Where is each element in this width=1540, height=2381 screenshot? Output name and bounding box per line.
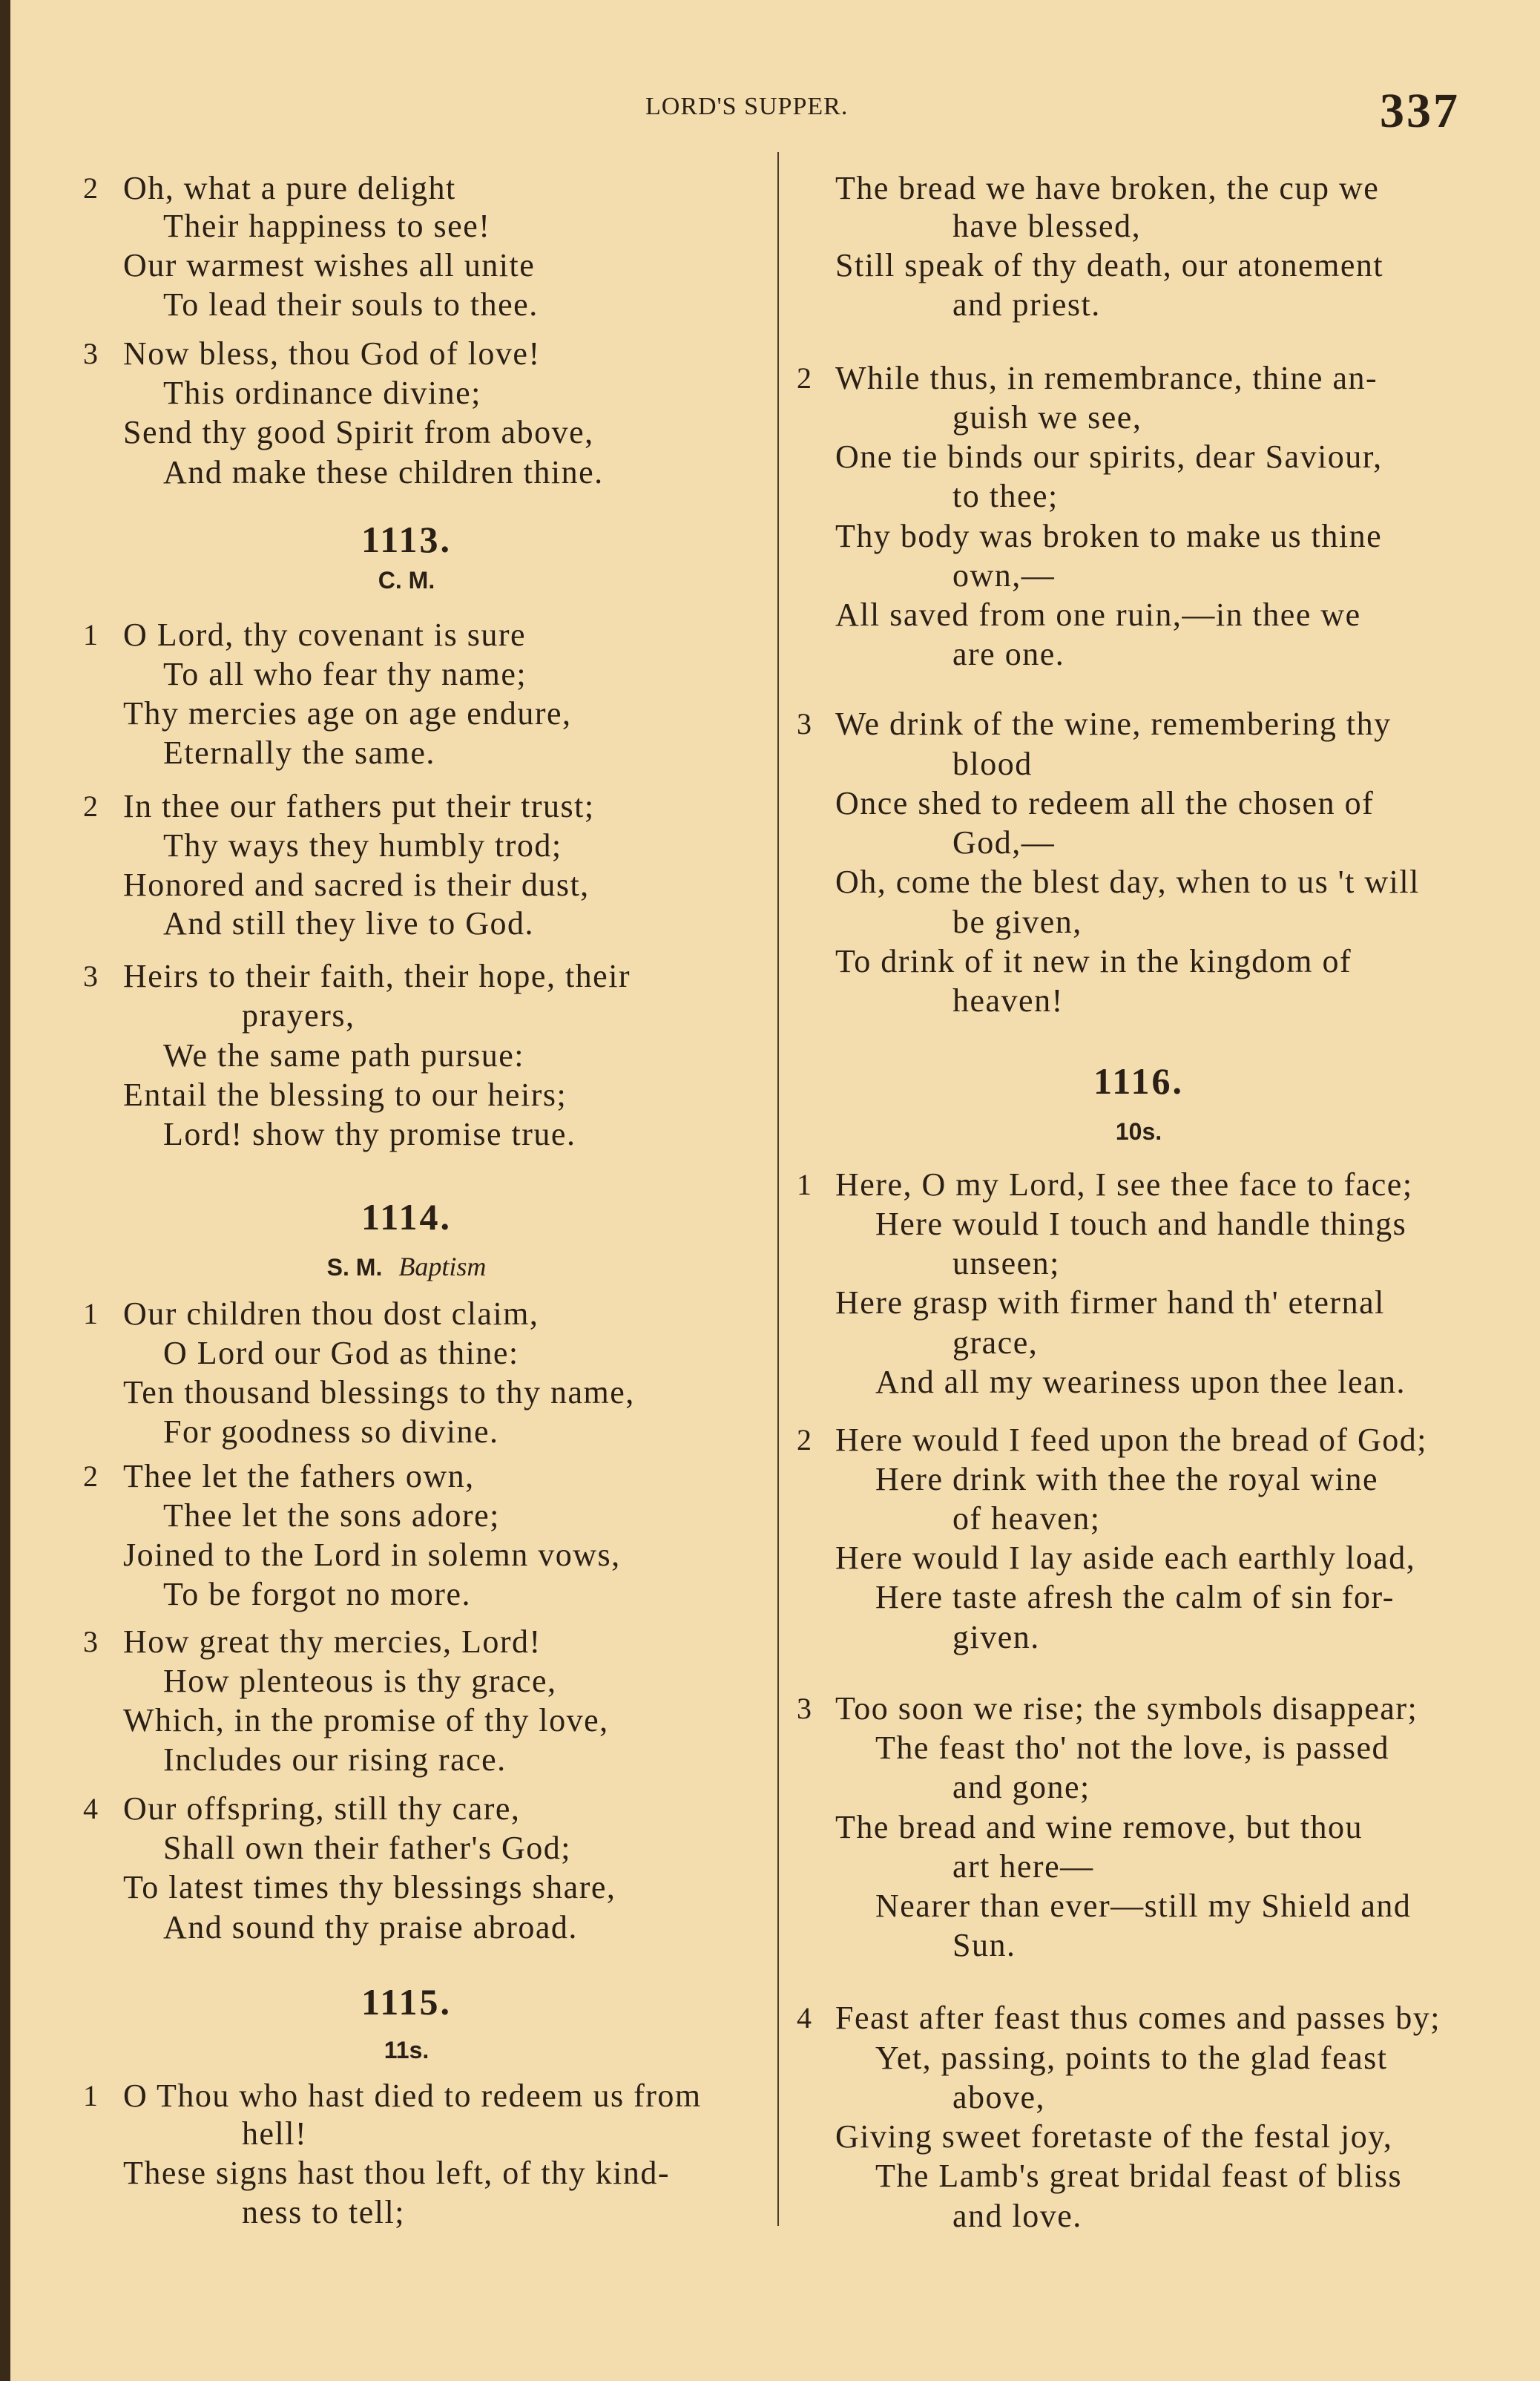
verse-line: And make these children thine. xyxy=(163,454,604,490)
verse-line: Honored and sacred is their dust, xyxy=(123,867,590,903)
verse-line: Feast after feast thus comes and passes by; xyxy=(835,2000,1441,2036)
verse-line: and priest. xyxy=(952,286,1101,323)
verse-line: This ordinance divine; xyxy=(163,375,481,411)
running-title: LORD'S SUPPER. xyxy=(645,93,849,120)
hymn-number: 1113. xyxy=(361,519,452,560)
verse-number: 3 xyxy=(83,1625,98,1658)
verse-line: To be forgot no more. xyxy=(163,1576,471,1612)
hymn-meter xyxy=(327,1250,487,1283)
verse-line: Lord! show thy promise true. xyxy=(163,1116,576,1152)
verse-line: O Lord our God as thine: xyxy=(163,1335,519,1371)
hymn-number: 1115. xyxy=(361,1981,452,2023)
verse-line: While thus, in remembrance, thine an- xyxy=(835,360,1378,396)
verse-line: are one. xyxy=(952,636,1065,672)
hymn-subtitle: Baptism xyxy=(398,1252,487,1281)
verse-line: How great thy mercies, Lord! xyxy=(123,1623,542,1660)
meter-label: S. M. xyxy=(326,1254,383,1281)
verse-line: To latest times thy blessings share, xyxy=(123,1869,616,1905)
verse-number: 1 xyxy=(83,1297,98,1330)
verse-line: The feast tho' not the love, is passed xyxy=(875,1730,1390,1766)
verse-line: And sound thy praise abroad. xyxy=(163,1909,578,1945)
verse-line: Includes our rising race. xyxy=(163,1741,507,1778)
hymn-meter xyxy=(378,564,435,597)
verse-line: To all who fear thy name; xyxy=(163,656,527,692)
verse-line: Here would I lay aside each earthly load, xyxy=(835,1540,1416,1576)
verse-line: The Lamb's great bridal feast of bliss xyxy=(875,2158,1403,2194)
verse-line: One tie binds our spirits, dear Saviour, xyxy=(835,439,1383,475)
meter-label: C. M. xyxy=(378,567,435,594)
verse-line: to thee; xyxy=(952,478,1059,514)
verse-line: ness to tell; xyxy=(242,2194,405,2230)
page-number: 337 xyxy=(1380,84,1460,138)
meter-label: 10s. xyxy=(1115,1118,1162,1145)
verse-line: guish we see, xyxy=(952,399,1142,436)
verse-line: God,— xyxy=(952,824,1056,861)
verse-line: art here— xyxy=(952,1848,1094,1885)
verse-number: 2 xyxy=(83,171,98,205)
hymn-number: 1116. xyxy=(1093,1060,1184,1102)
hymn-number: 1114. xyxy=(361,1196,452,1238)
verse-line: above, xyxy=(952,2079,1046,2115)
verse-line: prayers, xyxy=(242,997,355,1034)
verse-number: 1 xyxy=(797,1168,812,1201)
verse-line: For goodness so divine. xyxy=(163,1413,499,1450)
verse-line: Joined to the Lord in solemn vows, xyxy=(123,1537,621,1573)
verse-line: Thee let the sons adore; xyxy=(163,1497,500,1534)
verse-line: Here would I touch and handle things xyxy=(875,1206,1407,1242)
verse-line: Here, O my Lord, I see thee face to face; xyxy=(835,1166,1413,1203)
verse-line: blood xyxy=(952,746,1033,782)
column-divider xyxy=(777,152,779,2226)
verse-line: Eternally the same. xyxy=(163,735,435,771)
verse-line: and love. xyxy=(952,2198,1082,2234)
verse-line: We drink of the wine, remembering thy xyxy=(835,706,1392,742)
verse-number: 1 xyxy=(83,618,98,651)
verse-line: Here drink with thee the royal wine xyxy=(875,1461,1379,1497)
hymn-meter xyxy=(384,2034,430,2066)
verse-line: have blessed, xyxy=(952,208,1142,244)
verse-line: own,— xyxy=(952,557,1056,594)
verse-number: 3 xyxy=(83,337,98,370)
page-edge-shadow xyxy=(0,0,10,2381)
verse-line: Giving sweet foretaste of the festal joy, xyxy=(835,2118,1393,2155)
verse-line: Shall own their father's God; xyxy=(163,1830,571,1866)
verse-line: All saved from one ruin,—in thee we xyxy=(835,597,1361,633)
verse-line: given. xyxy=(952,1619,1040,1655)
verse-line: To drink of it new in the kingdom of xyxy=(835,943,1352,979)
verse-number: 3 xyxy=(797,1692,812,1725)
verse-line: O Thou who hast died to redeem us from xyxy=(123,2078,702,2114)
verse-line: Send thy good Spirit from above, xyxy=(123,414,594,450)
verse-line: The bread and wine remove, but thou xyxy=(835,1809,1363,1845)
verse-line: Their happiness to see! xyxy=(163,208,491,244)
verse-line: Thy ways they humbly trod; xyxy=(163,827,562,864)
verse-line: Now bless, thou God of love! xyxy=(123,335,541,372)
verse-number: 3 xyxy=(797,707,812,740)
verse-line: The bread we have broken, the cup we xyxy=(835,170,1380,206)
verse-line: Oh, what a pure delight xyxy=(123,170,456,206)
verse-number: 2 xyxy=(797,361,812,395)
verse-line: Nearer than ever—still my Shield and xyxy=(875,1888,1412,1924)
verse-line: Too soon we rise; the symbols disappear; xyxy=(835,1690,1418,1727)
verse-line: Once shed to redeem all the chosen of xyxy=(835,785,1375,821)
verse-line: In thee our fathers put their trust; xyxy=(123,788,595,824)
verse-number: 1 xyxy=(83,2079,98,2112)
verse-line: hell! xyxy=(242,2115,308,2152)
verse-number: 2 xyxy=(797,1423,812,1456)
verse-number: 4 xyxy=(83,1792,98,1825)
verse-number: 2 xyxy=(83,1459,98,1493)
verse-number: 4 xyxy=(797,2001,812,2034)
verse-line: Thee let the fathers own, xyxy=(123,1458,475,1494)
meter-label: 11s. xyxy=(384,2037,430,2063)
verse-line: To lead their souls to thee. xyxy=(163,286,539,323)
verse-line: Entail the blessing to our heirs; xyxy=(123,1077,567,1113)
verse-number: 2 xyxy=(83,789,98,823)
verse-line: Here would I feed upon the bread of God; xyxy=(835,1422,1427,1458)
verse-line: Here taste afresh the calm of sin for- xyxy=(875,1579,1395,1615)
verse-line: And still they live to God. xyxy=(163,905,535,942)
verse-number: 3 xyxy=(83,959,98,993)
verse-line: and gone; xyxy=(952,1769,1090,1805)
verse-line: These signs hast thou left, of thy kind- xyxy=(123,2155,671,2191)
verse-line: Thy mercies age on age endure, xyxy=(123,695,572,732)
hymn-meter xyxy=(1116,1115,1162,1148)
verse-line: O Lord, thy covenant is sure xyxy=(123,617,526,653)
verse-line: Here grasp with firmer hand th' eternal xyxy=(835,1284,1385,1321)
verse-line: Which, in the promise of thy love, xyxy=(123,1702,609,1738)
verse-line: Ten thousand blessings to thy name, xyxy=(123,1374,635,1410)
verse-line: We the same path pursue: xyxy=(163,1037,524,1074)
verse-line: And all my weariness upon thee lean. xyxy=(875,1364,1406,1400)
verse-line: Sun. xyxy=(952,1927,1016,1963)
verse-line: be given, xyxy=(952,904,1082,940)
verse-line: Oh, come the blest day, when to us 't will xyxy=(835,864,1420,900)
verse-line: grace, xyxy=(952,1324,1039,1361)
verse-line: Thy body was broken to make us thine xyxy=(835,518,1383,554)
verse-line: Our children thou dost claim, xyxy=(123,1295,539,1332)
verse-line: How plenteous is thy grace, xyxy=(163,1663,557,1699)
verse-line: heaven! xyxy=(952,982,1064,1019)
verse-line: unseen; xyxy=(952,1245,1060,1281)
verse-line: Still speak of thy death, our atonement xyxy=(835,247,1384,283)
verse-line: Our offspring, still thy care, xyxy=(123,1790,521,1827)
verse-line: of heaven; xyxy=(952,1500,1101,1537)
verse-line: Our warmest wishes all unite xyxy=(123,247,536,283)
verse-line: Yet, passing, points to the glad feast xyxy=(875,2040,1388,2076)
verse-line: Heirs to their faith, their hope, their xyxy=(123,958,631,994)
